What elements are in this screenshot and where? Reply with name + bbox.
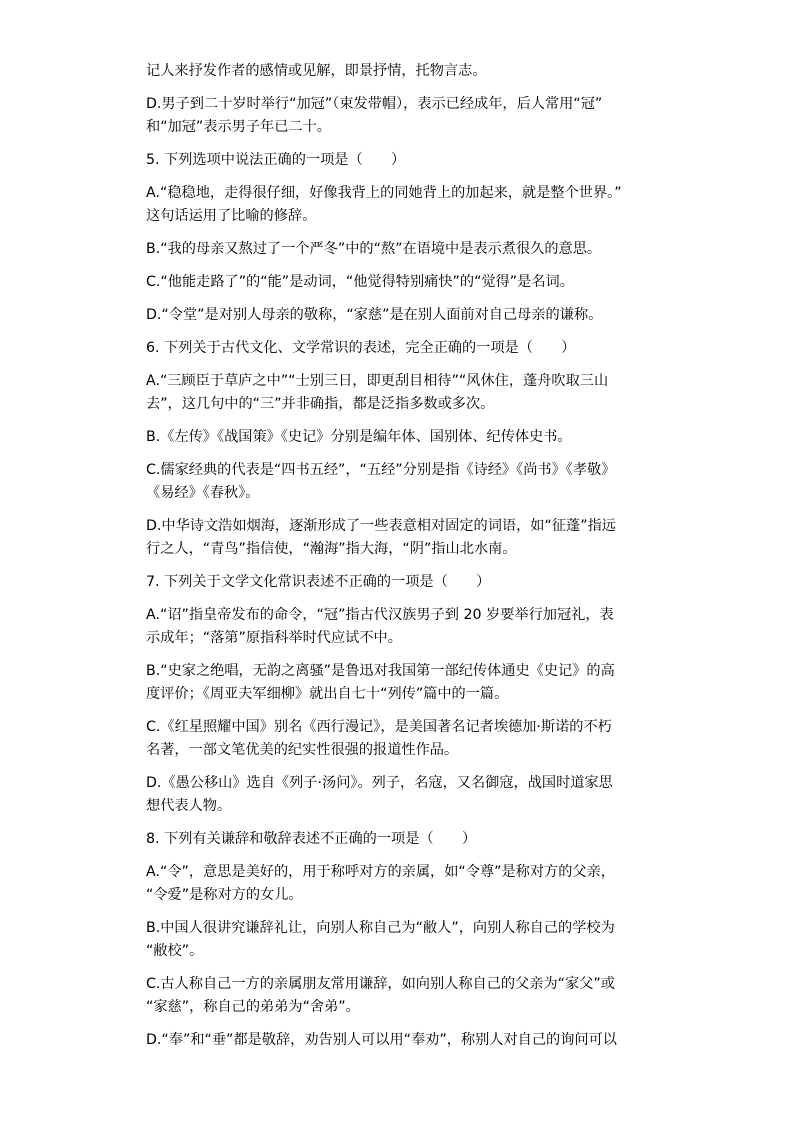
text-line: 去”，这几句中的“三”并非确指，都是泛指多数或多次。 <box>146 396 495 412</box>
text-line: B.“我的母亲又熬过了一个严冬”中的“熬”在语境中是表示煮很久的意思。 <box>146 241 602 257</box>
text-line: 名著，一部文笔优美的纪实性很强的报道性作品。 <box>146 742 459 758</box>
question-stem <box>146 571 686 594</box>
text-line: D.“奉”和“垂”都是敬辞，劝告别人可以用“奉劝”，称别人对自己的询问可以 <box>146 1032 617 1048</box>
text-line: C.儒家经典的代表是“四书五经”，“五经”分别是指《诗经》《尚书》《孝敬》 <box>146 462 616 478</box>
text-line: C.《红星照耀中国》别名《西行漫记》，是美国著名记者埃德加·斯诺的不朽 <box>146 719 612 735</box>
text-line: 这句话运用了比喻的修辞。 <box>146 208 317 224</box>
text-line: D.中华诗文浩如烟海，逐渐形成了一些表意相对固定的词语，如“征蓬”指远 <box>146 518 616 534</box>
text-line: 6. 下列关于古代文化、文学常识的表述，完全正确的一项是（ ） <box>146 340 576 356</box>
answer-option <box>146 1029 686 1052</box>
answer-option <box>146 271 686 294</box>
text-line: C.古人称自己一方的亲属朋友常用谦辞，如向别人称自己的父亲为“家父”或 <box>146 976 615 992</box>
text-line: “敝校”。 <box>146 943 204 959</box>
text-line: A.“三顾臣于草庐之中”“士别三日，即更刮目相待”“风休住，蓬舟吹取三山 <box>146 373 609 389</box>
text-line: “家慈”，称自己的弟弟为“舍弟”。 <box>146 999 360 1015</box>
answer-option <box>146 60 686 83</box>
text-line: 想代表人物。 <box>146 798 232 814</box>
answer-option <box>146 304 686 327</box>
text-line: D.男子到二十岁时举行“加冠”（束发带帽），表示已经成年，后人常用“冠” <box>146 96 603 112</box>
answer-option <box>146 93 686 139</box>
text-line: C.“他能走路了”的“能”是动词，“他觉得特别痛快”的“觉得”是名词。 <box>146 274 574 290</box>
answer-option <box>146 426 686 449</box>
answer-option <box>146 660 686 706</box>
answer-option <box>146 370 686 416</box>
document-page <box>146 60 686 1062</box>
text-line: 8. 下列有关谦辞和敬辞表述不正确的一项是（ ） <box>146 831 477 847</box>
text-line: 7. 下列关于文学文化常识表述不正确的一项是（ ） <box>146 574 491 590</box>
answer-option <box>146 861 686 907</box>
text-line: A.“稳稳地，走得很仔细，好像我背上的同她背上的加起来，就是整个世界。” <box>146 185 622 201</box>
text-line: D.“令堂”是对别人母亲的敬称，“家慈”是在别人面前对自己母亲的谦称。 <box>146 307 603 323</box>
question-stem <box>146 149 686 172</box>
text-line: 记人来抒发作者的感情或见解，即景抒情，托物言志。 <box>146 63 487 79</box>
question-stem <box>146 828 686 851</box>
question-stem <box>146 337 686 360</box>
text-line: A.“诏”指皇帝发布的命令，“冠”指古代汉族男子到 20 岁要举行加冠礼，表 <box>146 607 614 623</box>
text-line: D.《愚公移山》选自《列子·汤问》。列子，名寇，又名御寇，战国时道家思 <box>146 775 613 791</box>
answer-option <box>146 238 686 261</box>
text-line: 《易经》《春秋》。 <box>146 485 260 501</box>
text-line: B.中国人很讲究谦辞礼让，向别人称自己为“敝人”，向别人称自己的学校为 <box>146 920 615 936</box>
text-line: 示成年；“落第”原指科举时代应试不中。 <box>146 630 402 646</box>
answer-option <box>146 772 686 818</box>
answer-option <box>146 515 686 561</box>
text-line: 行之人，“青鸟”指信使，“瀚海”指大海，“阴”指山北水南。 <box>146 541 517 557</box>
text-line: 5. 下列选项中说法正确的一项是（ ） <box>146 152 406 168</box>
text-line: B.《左传》《战国策》《史记》分别是编年体、国别体、纪传体史书。 <box>146 429 572 445</box>
answer-option <box>146 604 686 650</box>
answer-option <box>146 973 686 1019</box>
answer-option <box>146 182 686 228</box>
answer-option <box>146 917 686 963</box>
text-line: 和“加冠”表示男子年已二十。 <box>146 119 331 135</box>
text-line: B.“史家之绝唱，无韵之离骚”是鲁迅对我国第一部纪传体通史《史记》的高 <box>146 663 615 679</box>
text-line: A.“令”，意思是美好的，用于称呼对方的亲属，如“令尊”是称对方的父亲， <box>146 864 615 880</box>
answer-option <box>146 716 686 762</box>
text-line: “令爱”是称对方的女儿。 <box>146 887 303 903</box>
answer-option <box>146 459 686 505</box>
text-line: 度评价；《周亚夫军细柳》就出自七十“列传”篇中的一篇。 <box>146 686 509 702</box>
